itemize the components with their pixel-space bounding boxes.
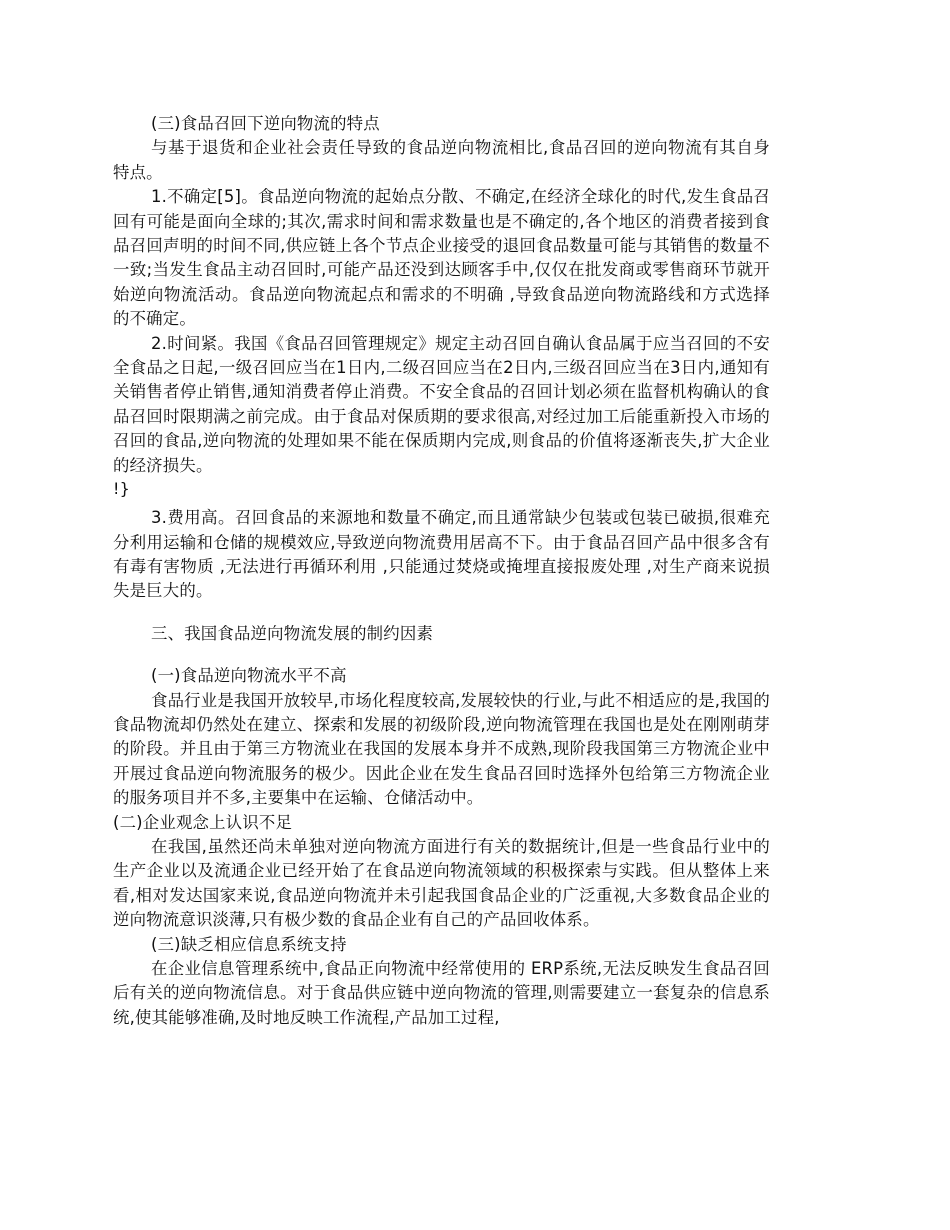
paragraph-level: 食品行业是我国开放较早,市场化程度较高,发展较快的行业,与此不相适应的是,我国的食品物流却仍然处在建立、探索和发展的初级阶段,逆向物流管理在我国也是处在刚刚萌芽的阶段。并且由于第三方物流业在我国的发展本身并不成熟,现阶段我国第三方物流企业中开展过食品逆向物流服务的极少。因此企业在发生食品召回时选择外包给第三方物流企业的服务项目并不多,主要集中在运输、仓储活动中。 [113, 690, 770, 808]
stray-marker: !} [113, 479, 130, 499]
subsection-heading-awareness: (二)企业观念上认识不足 [113, 812, 293, 832]
paragraph-high-cost: 3.费用高。召回食品的来源地和数量不确定,而且通常缺少包装或包装已破损,很难充分利用运输和仓储的规模效应,导致逆向物流费用居高不下。由于食品召回产品中很多含有有毒有害物质 ,无法进行再循环利用 ,只能通过焚烧或掩埋直接报废处理 ,对生产商来说损失是巨大的。 [113, 508, 770, 601]
subsection-heading-level: (一)食品逆向物流水平不高 [151, 666, 347, 686]
subsection-heading-info-system: (三)缺乏相应信息系统支持 [151, 934, 347, 954]
paragraph-awareness: 在我国,虽然还尚未单独对逆向物流方面进行有关的数据统计,但是一些食品行业中的生产企业以及流通企业已经开始了在食品逆向物流领域的积极探索与实践。但从整体上来看,相对发达国家来说,食品逆向物流并未引起我国食品企业的广泛重视,大多数食品企业的逆向物流意识淡薄,只有极少数的食品企业有自己的产品回收体系。 [113, 836, 770, 930]
paragraph-intro: 与基于退货和企业社会责任导致的食品逆向物流相比,食品召回的逆向物流有其自身特点。 [113, 138, 770, 182]
document-page [113, 112, 770, 1030]
section-heading-constraints: 三、我国食品逆向物流发展的制约因素 [151, 623, 434, 643]
spacer [113, 604, 770, 622]
subsection-heading-characteristics: (三)食品召回下逆向物流的特点 [151, 114, 380, 133]
spacer [113, 646, 770, 664]
paragraph-uncertainty: 1.不确定[5]。食品逆向物流的起始点分散、不确定,在经济全球化的时代,发生食品召回有可能是面向全球的;其次,需求时间和需求数量也是不确定的,各个地区的消费者接到食品召回声明的时间不同,供应链上各个节点企业接受的退回食品数量可能与其销售的数量不一致;当发生食品主动召回时,可能产品还没到达顾客手中,仅仅在批发商或零售商环节就开始逆向物流活动。食品逆向物流起点和需求的不明确 ,导致食品逆向物流路线和方式选择的不确定。 [113, 187, 770, 329]
paragraph-info-system: 在企业信息管理系统中,食品正向物流中经常使用的 ERP系统,无法反映发生食品召回后有关的逆向物流信息。对于食品供应链中逆向物流的管理,则需要建立一套复杂的信息系统,使其能够准确,及时地反映工作流程,产品加工过程, [113, 959, 770, 1027]
paragraph-time-pressure: 2.时间紧。我国《食品召回管理规定》规定主动召回自确认食品属于应当召回的不安全食品之日起,一级召回应当在1日内,二级召回应当在2日内,三级召回应当在3日内,通知有关销售者停止销售,通知消费者停止消费。不安全食品的召回计划必须在监督机构确认的食品召回时限期满之前完成。由于食品对保质期的要求很高,对经过加工后能重新投入市场的召回的食品,逆向物流的处理如果不能在保质期内完成,则食品的价值将逐渐丧失,扩大企业的经济损失。 [113, 333, 770, 475]
